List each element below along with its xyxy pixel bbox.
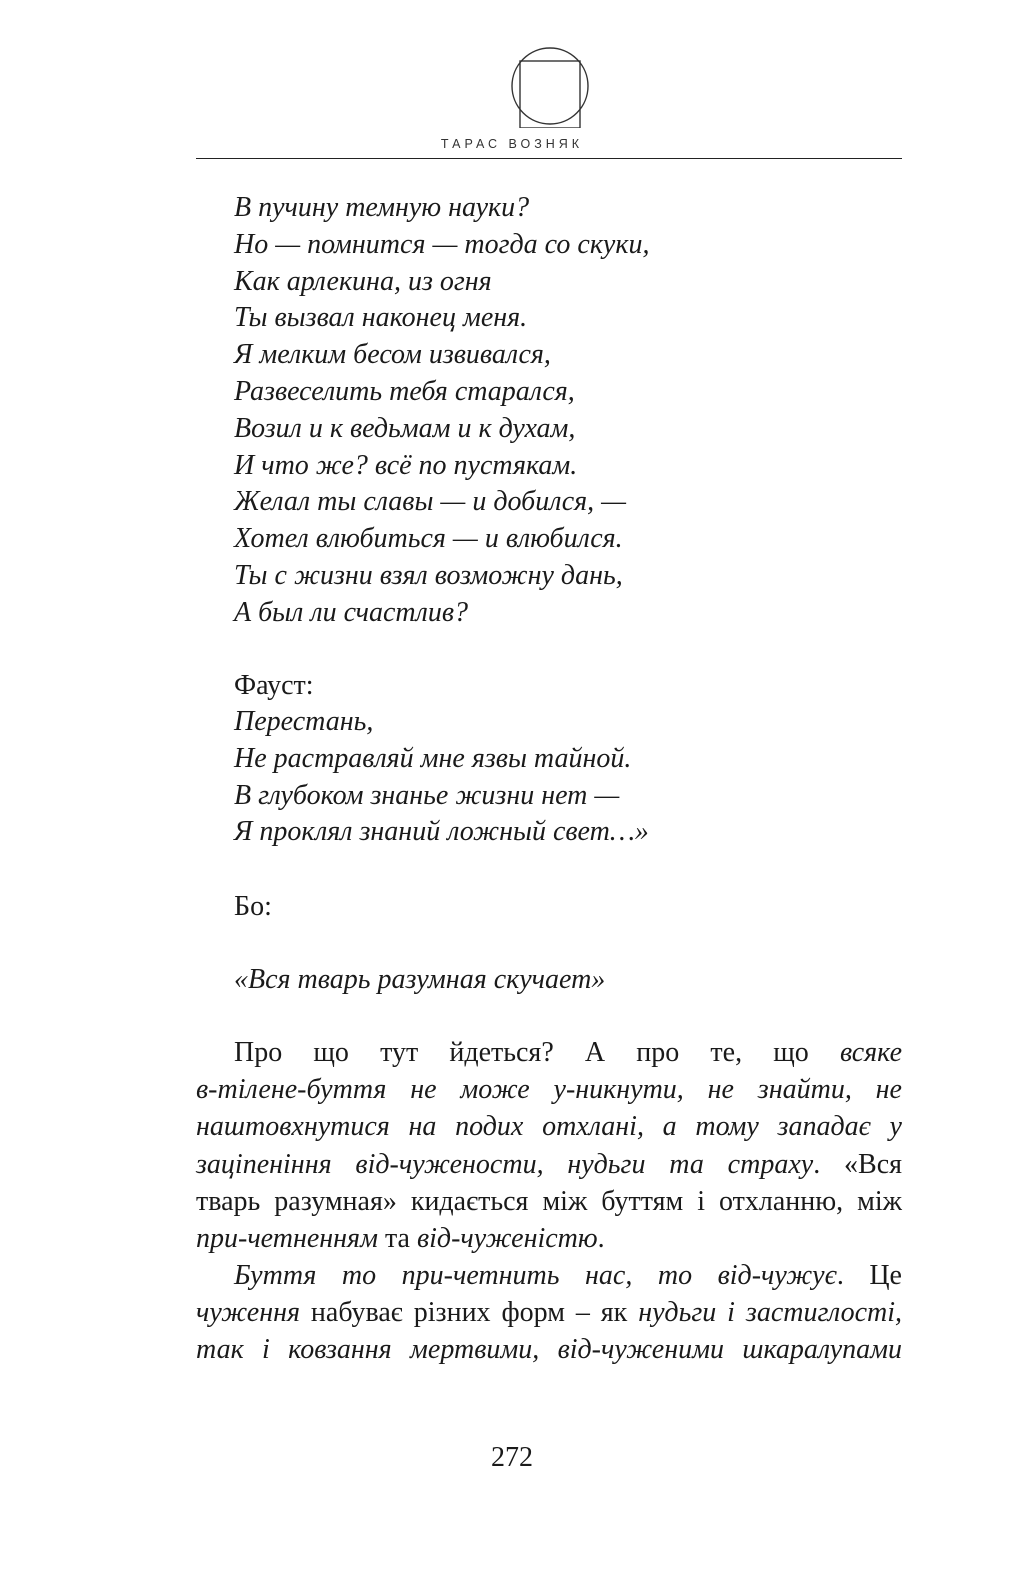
speaker-faust: Фауст: (234, 670, 314, 701)
verse-line: Не растравляй мне язвы тайной. (234, 742, 632, 774)
page-number: 272 (491, 1442, 533, 1473)
verse-line: Развеселить тебя старался, (234, 375, 575, 407)
prose-text: набуває різних форм – як (300, 1297, 639, 1329)
running-header-author: ТАРАС ВОЗНЯК (440, 137, 584, 151)
verse-line: Но — помнится — тогда со скуки, (234, 228, 650, 260)
prose-italic-text: Буття то при-четнить нас, то від-чужує (234, 1260, 837, 1291)
circle-square-logo-icon (508, 44, 592, 128)
verse-line: Возил и к ведьмам и к духам, (234, 412, 576, 444)
prose-text: . (597, 1223, 605, 1255)
prose-italic-text: нудьги і застиглості, (638, 1297, 902, 1329)
verse-line: Перестань, (234, 706, 374, 737)
verse-line: Я проклял знаний ложный свет…» (234, 816, 649, 848)
prose-line (196, 1294, 902, 1331)
prose-italic-text: чуження (196, 1297, 300, 1329)
paragraph-2 (196, 1257, 902, 1369)
paragraph-1 (196, 1034, 902, 1257)
prose-line: так і ковзання мертвими, від-чуженими шкаралупами (196, 1334, 902, 1366)
prose-line: тварь разумная» кидається між буттям і отхланню, між (196, 1185, 902, 1217)
prose-italic-text: заціпеніння від-чужености, нудьги та страху (196, 1148, 814, 1180)
verse-line: Как арлекина, из огня (234, 265, 492, 297)
prose-text: Про що тут йдеться? А про те, що (234, 1037, 840, 1068)
verse-line: Хотел влюбиться — и влюбился. (234, 523, 623, 555)
verse-line: И что же? всё по пустякам. (234, 449, 578, 481)
prose-line: в-тілене-буття не може у-никнути, не знайти, не (196, 1074, 902, 1106)
speaker-bo: Бо: (234, 891, 272, 922)
header-divider (196, 158, 902, 159)
verse-block-1 (234, 190, 649, 632)
prose-italic-text: при-четненням (196, 1223, 378, 1255)
prose-line (196, 1146, 902, 1183)
verse-line: В пучину темную науки? (234, 192, 530, 223)
verse-block-2 (234, 704, 649, 851)
prose-text: та (377, 1223, 417, 1255)
verse-line: А был ли счастлив? (234, 596, 468, 628)
prose-line (196, 1034, 902, 1071)
quote-line (234, 962, 605, 999)
prose-line (196, 1220, 902, 1257)
prose-text: . «Вся (813, 1148, 902, 1180)
prose-line (196, 1257, 902, 1294)
verse-line: Желал ты славы — и добился, — (234, 486, 627, 518)
verse-line: Ты вызвал наконец меня. (234, 302, 528, 334)
verse-line: Я мелким бесом извивался, (234, 339, 551, 371)
quote-text: «Вся тварь разумная скучает» (234, 964, 606, 995)
prose-text: . Це (836, 1260, 902, 1291)
verse-line: Ты с жизни взял возможну дань, (234, 559, 623, 591)
prose-line: наштовхнутися на подих отхлані, а тому западає у (196, 1111, 902, 1143)
prose-italic-text: від-чуженістю (416, 1223, 598, 1255)
prose-italic-text: всяке (839, 1037, 902, 1068)
verse-line: В глубоком знанье жизни нет — (234, 779, 620, 811)
